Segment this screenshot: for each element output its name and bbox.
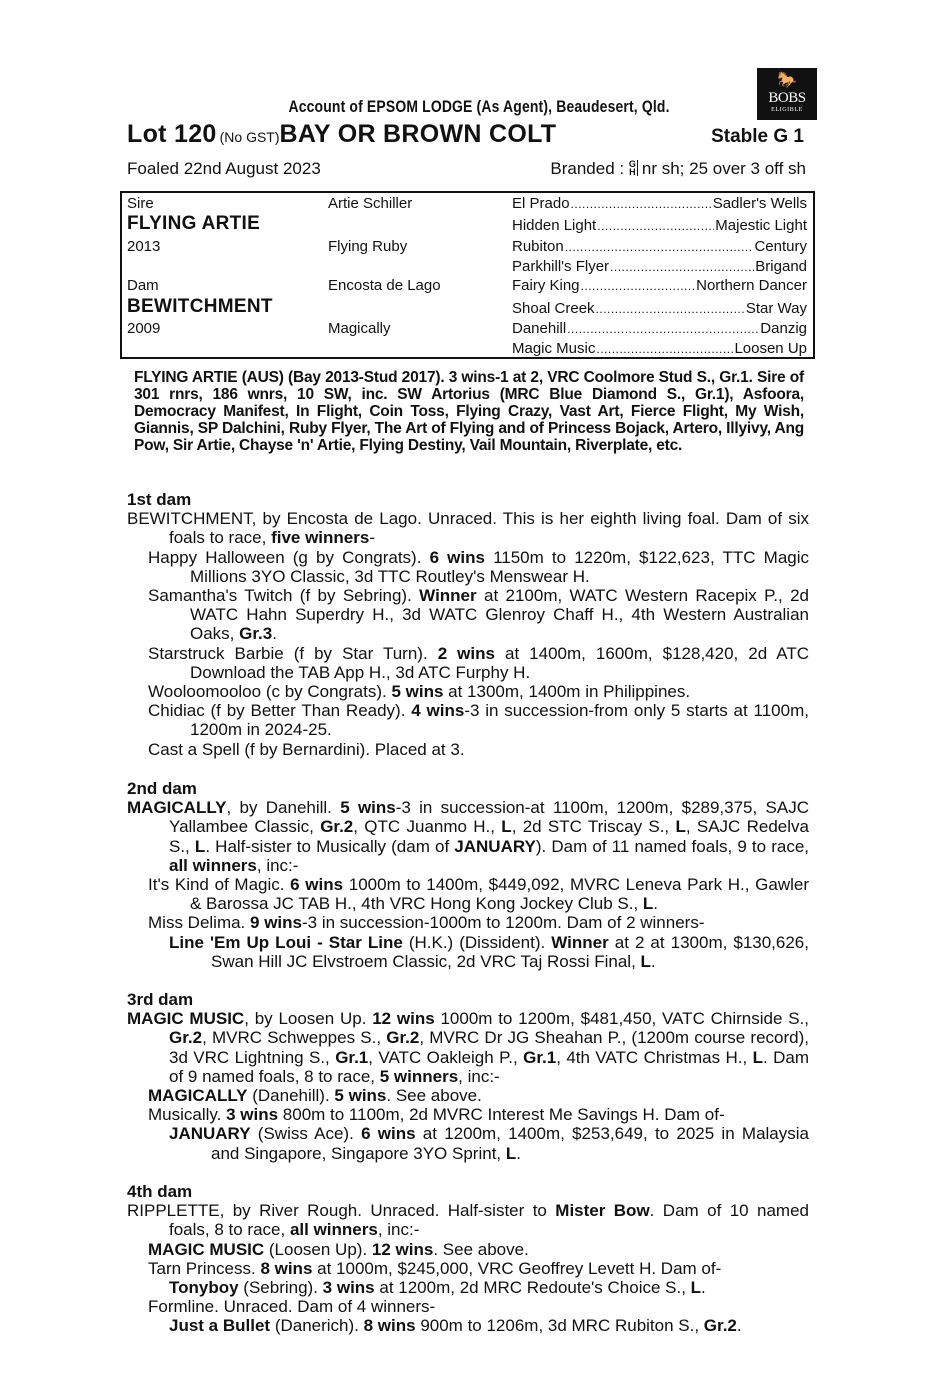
- ancestor-row: Parkhill's Flyer ..... Brigand: [512, 258, 807, 275]
- progeny-entry: Formline. Unraced. Dam of 4 winners-: [148, 1297, 436, 1317]
- section-2nd-dam: [127, 779, 809, 971]
- progeny-entry: MAGIC MUSIC (Loosen Up). 12 wins. See above.: [148, 1239, 529, 1259]
- progeny-entry: Starstruck Barbie (f by Star Turn). 2 wins at 1400m, 1600m, $128,420, 2d ATC Download the TAB App H., 3d ATC Furphy H.: [148, 643, 810, 682]
- dam-paragraph: MAGIC MUSIC, by Loosen Up. 12 wins 1000m to 1200m, $481,450, VATC Chirnside S., Gr.2, MVRC Schweppes S., Gr.2, MVRC Dr JG Sheahan P., (1200m course record), 3d VRC Lightning S., Gr.1, VATC Oakleigh P., Gr.1, 4th VATC Christmas H., L. Dam of 9 named foals, 8 to race, 5 winners, inc:-: [127, 1009, 809, 1086]
- progeny-entry: Samantha's Twitch (f by Sebring). Winner at 2100m, WATC Western Racepix P., 2d WATC Hahn Superdry H., 3d WATC Glenroy Chaff H., 4th Western Australian Oaks, Gr.3.: [148, 586, 809, 644]
- foaled-date: Foaled 22nd August 2023: [127, 159, 321, 178]
- progeny-entry: Line 'Em Up Loui - Star Line (H.K.) (Dissident). Winner at 2 at 1300m, $130,626, Swan Hill JC Elvstroem Classic, 2d VRC Taj Rossi Final, L.: [169, 932, 809, 971]
- vendor-account: Account of EPSOM LODGE (As Agent), Beaudesert, Qld.: [288, 97, 670, 116]
- dam-paragraph: MAGICALLY, by Danehill. 5 wins-3 in succession-at 1100m, 1200m, $289,375, SAJC Yallambee Classic, Gr.2, QTC Juanmo H., L, 2d STC Triscay S., L, SAJC Redelva S., L. Half-sister to Musically (dam of JANUARY). Dam of 11 named foals, 9 to race, all winners, inc:-: [127, 798, 809, 875]
- progeny-entry: Tonyboy (Sebring). 3 wins at 1200m, 2d MRC Redoute's Choice S., L.: [169, 1278, 706, 1298]
- stable-location: Stable G 1: [711, 126, 804, 147]
- progeny-entry: Tarn Princess. 8 wins at 1000m, $245,000, VRC Geoffrey Levett H. Dam of-: [148, 1258, 722, 1278]
- grandparent: Encosta de Lago: [328, 277, 441, 294]
- progeny-entry: Cast a Spell (f by Bernardini). Placed at 3.: [148, 739, 465, 759]
- progeny-entry: Wooloomooloo (c by Congrats). 5 wins at 1300m, 1400m in Philippines.: [148, 682, 691, 702]
- gst-note: (No GST): [219, 129, 280, 145]
- dam-paragraph: RIPPLETTE, by River Rough. Unraced. Half-sister to Mister Bow. Dam of 10 named foals, 8 to race, all winners, inc:-: [127, 1201, 809, 1240]
- ancestor-row: Magic Music ..... Loosen Up: [512, 340, 807, 357]
- progeny-entry: JANUARY (Swiss Ace). 6 wins at 1200m, 1400m, $253,649, to 2025 in Malaysia and Singapore, Singapore 3YO Sprint, L.: [169, 1124, 809, 1163]
- progeny-entry: MAGICALLY (Danehill). 5 wins. See above.: [148, 1086, 482, 1106]
- progeny-entry: Chidiac (f by Better Than Ready). 4 wins-3 in succession-from only 5 starts at 1100m, 1200m in 2024-25.: [148, 701, 809, 740]
- section-body: [127, 798, 809, 971]
- section-heading: 3rd dam: [127, 990, 194, 1009]
- ancestor-row: Danehill ..... Danzig: [512, 320, 807, 337]
- section-body: [127, 1201, 809, 1335]
- logo-name: BOBS: [768, 90, 806, 106]
- ancestor-row: El Prado ..... Sadler's Wells: [512, 195, 807, 212]
- section-heading: 4th dam: [127, 1182, 193, 1201]
- brand-mark-icon: G H: [628, 159, 636, 177]
- ancestor-row: Hidden Light ..... Majestic Light: [512, 217, 807, 234]
- ancestor-row: Rubiton ..... Century: [512, 238, 807, 255]
- ancestor-row: Shoal Creek ..... Star Way: [512, 300, 807, 317]
- branded-label: Branded :: [550, 159, 625, 178]
- section-body: [127, 1009, 809, 1163]
- brand-details: nr sh; 25 over 3 off sh: [641, 159, 806, 178]
- dam-paragraph: BEWITCHMENT, by Encosta de Lago. Unraced. This is her eighth living foal. Dam of six foals to race, five winners-: [127, 509, 809, 548]
- dam-label: Dam: [127, 277, 159, 294]
- lot-number: Lot 120: [127, 120, 217, 148]
- grandparent: Artie Schiller: [328, 195, 413, 212]
- horse-description: BAY OR BROWN COLT: [279, 120, 557, 148]
- progeny-entry: Happy Halloween (g by Congrats). 6 wins 1150m to 1220m, $122,623, TTC Magic Millions 3YO Classic, 3d TTC Routley's Menswear H.: [148, 547, 810, 586]
- logo-subtitle: ELIGIBLE: [771, 107, 803, 113]
- section-3rd-dam: [127, 990, 809, 1163]
- sire-year: 2013: [127, 238, 161, 255]
- section-4th-dam: [127, 1182, 809, 1336]
- progeny-entry: Miss Delima. 9 wins-3 in succession-1000m to 1200m. Dam of 2 winners-: [148, 913, 705, 933]
- lot-line: [127, 120, 809, 150]
- progeny-entry: It's Kind of Magic. 6 wins 1000m to 1400m, $449,092, MVRC Leneva Park H., Gawler & Barossa JC TAB H., 4th VRC Hong Kong Jockey Club S., L.: [148, 875, 809, 914]
- section-heading: 2nd dam: [127, 779, 197, 798]
- sire-summary: FLYING ARTIE (AUS) (Bay 2013-Stud 2017). 3 wins-1 at 2, VRC Coolmore Stud S., Gr.1. Sire of 301 rnrs, 186 wnrs, 10 SW, inc. SW Artorius (MRC Blue Diamond S., Gr.1), Asfoora, Democracy Manifest, In Flight, Coin Toss, Flying Crazy, Vast Art, Fierce Flight, My Wish, Giannis, SP Dalchini, Ruby Flyer, The Art of Flying and of Princess Bojack, Artero, Illyivy, Ang Pow, Sir Artie, Chayse 'n' Artie, Flying Destiny, Vail Mountain, Riverplate, etc.: [134, 369, 804, 454]
- sire-label: Sire: [127, 195, 154, 212]
- section-heading: 1st dam: [127, 490, 192, 509]
- progeny-entry: Musically. 3 wins 800m to 1100m, 2d MVRC Interest Me Savings H. Dam of-: [148, 1105, 725, 1125]
- ancestor-row: Fairy King ..... Northern Dancer: [512, 277, 807, 294]
- sire-name: FLYING ARTIE: [127, 213, 261, 234]
- grandparent: Flying Ruby: [328, 238, 408, 255]
- pedigree-table: [120, 191, 815, 359]
- horse-head-icon: 🐎: [777, 72, 797, 89]
- dam-name: BEWITCHMENT: [127, 296, 273, 317]
- section-1st-dam: [127, 490, 809, 759]
- grandparent: Magically: [328, 320, 391, 337]
- progeny-entry: Just a Bullet (Danerich). 8 wins 900m to 1206m, 3d MRC Rubiton S., Gr.2.: [169, 1316, 742, 1336]
- brand-info: [550, 159, 806, 179]
- dam-year: 2009: [127, 320, 161, 337]
- section-body: [127, 509, 809, 759]
- bobs-eligible-logo: [757, 68, 817, 120]
